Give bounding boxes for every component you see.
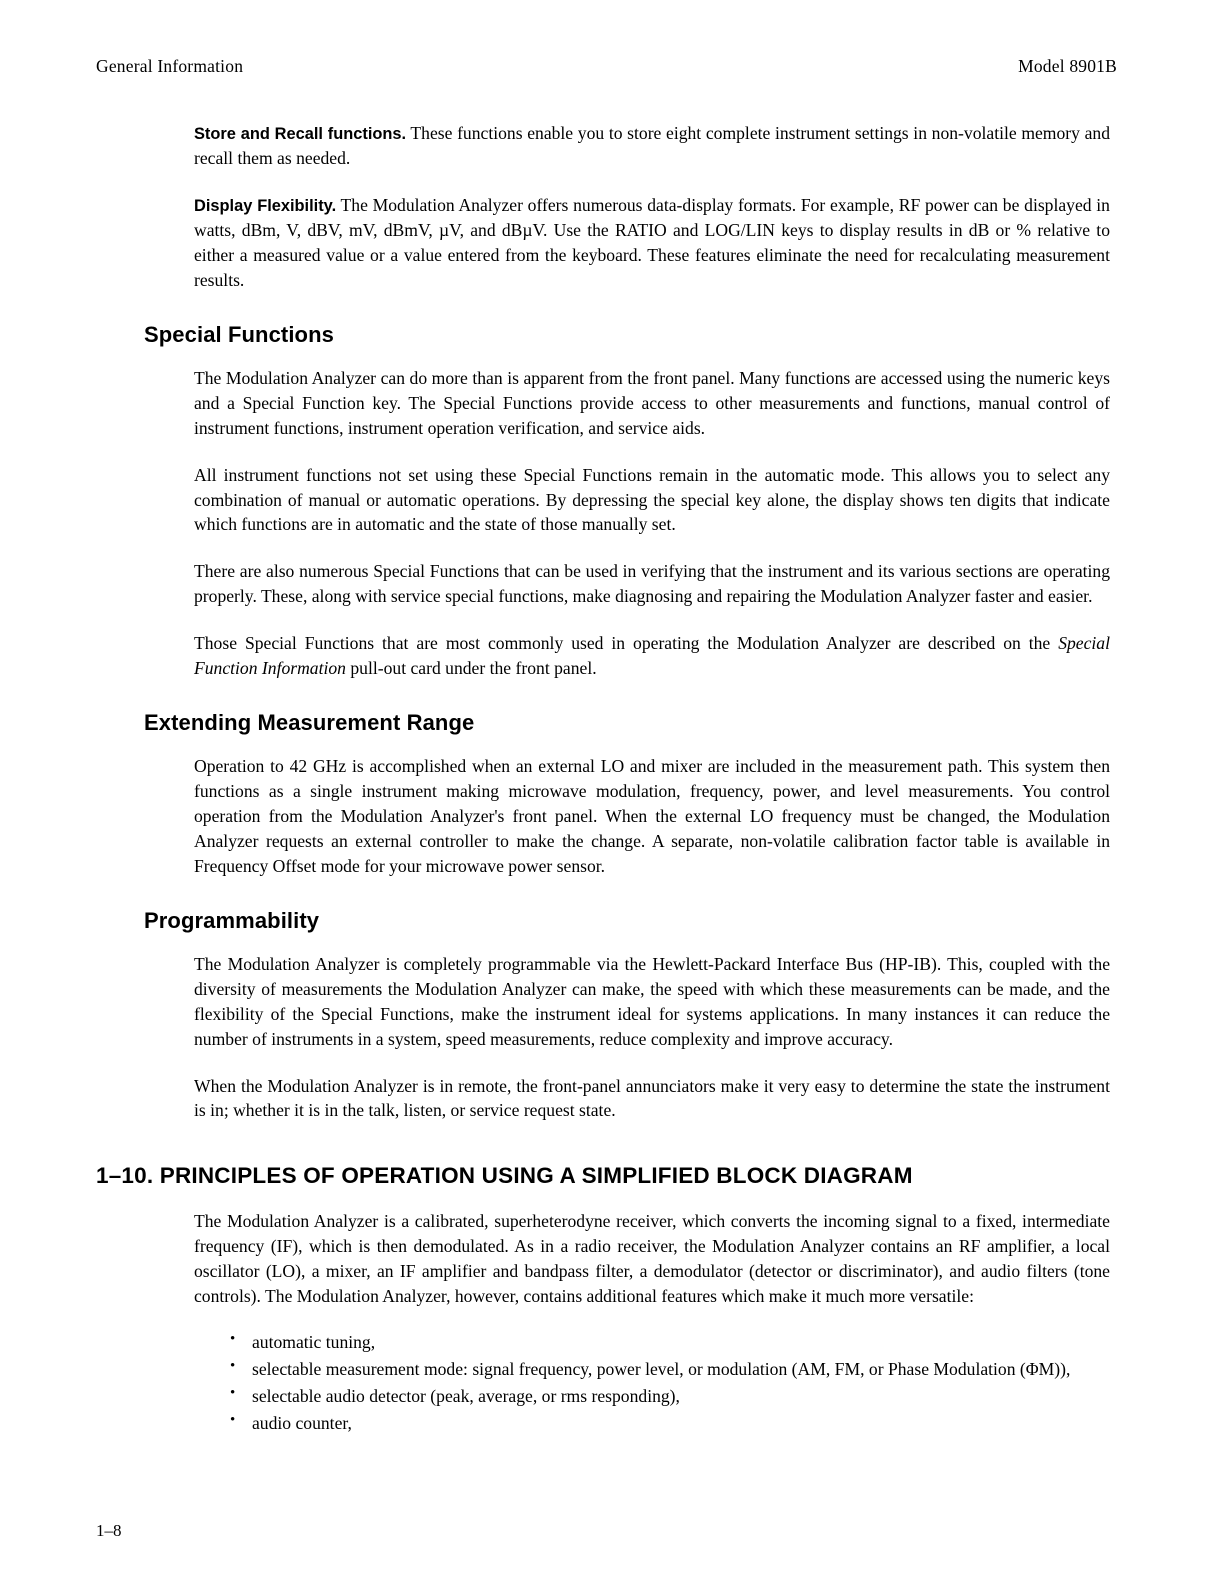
header-chapter-title: General Information [96,56,244,76]
paragraph-programmability-2: When the Modulation Analyzer is in remote, the front-panel annunciators make it very easy to determine the state the instrument is in; whether it is in the talk, listen, or service request state. [194,1075,1110,1121]
page-number: 1–8 [96,1521,122,1540]
paragraph-special-functions-4-before: Those Special Functions that are most commonly used in operating the Modulation Analyzer are described on the [194,632,1059,653]
section-heading-programmability: Programmability [144,908,320,934]
paragraph-special-functions-4-after: pull-out card under the front panel. [345,657,597,678]
paragraph-special-functions-2: All instrument functions not set using these Special Functions remain in the automatic mode. This allows you to select any combination of manual or automatic operations. By depressing the special key alone, the display shows ten digits that indicate which functions are in automatic and the state of those manually set. [194,464,1110,535]
paragraph-special-functions-4 [194,631,1110,681]
paragraph-special-functions-1: The Modulation Analyzer can do more than is apparent from the front panel. Many functions are accessed using the numeric keys and a Special Function key. The Special Functions provide access to other measurements and functions, manual control of instrument functions, instrument operation verification, and service aids. [194,368,1110,439]
paragraph-special-functions-3: There are also numerous Special Functions that can be used in verifying that the instrument and its various sections are operating properly. These, along with service special functions, make diagnosing and repairing the Modulation Analyzer faster and easier. [194,561,1110,607]
list-item: • audio counter, [230,1411,1110,1436]
run-in-heading-store-and-recall: Store and Recall functions. [194,125,407,143]
paragraph-store-and-recall [194,121,1110,171]
header-model-number: Model 8901B [1018,56,1117,76]
paragraph-display-flexibility-text: The Modulation Analyzer offers numerous data-display formats. For example, RF power can be displayed in watts, dBm, V, dBV, mV, dBmV, µV, and dBµV. Use the RATIO and LOG/LIN keys to display results in dB or % relative to either a measured value or a value entered from the keyboard. These features eliminate the need for recalculating measurement results. [194,194,1110,290]
page-header [96,56,1117,77]
italic-title-special-function-information: Special Function Information [194,632,1110,678]
section-heading-extending-measurement-range: Extending Measurement Range [144,710,475,736]
run-in-heading-display-flexibility: Display Flexibility. [194,196,337,215]
paragraph-principles-1: The Modulation Analyzer is a calibrated, superheterodyne receiver, which converts the incoming signal to a fixed, intermediate frequency (IF), which is then demodulated. As in a radio receiver, the Modulation Analyzer contains an RF amplifier, a local oscillator (LO), a mixer, an IF amplifier and bandpass filter, a demodulator (detector or discriminator), and audio filters (tone controls). The Modulation Analyzer, however, contains additional features which make it much more versatile: [194,1211,1110,1306]
feature-bullet-list [194,1330,1110,1435]
list-item: • automatic tuning, [230,1330,1110,1355]
paragraph-programmability-1: The Modulation Analyzer is completely programmable via the Hewlett-Packard Interface Bus (HP-IB). This, coupled with the diversity of measurements the Modulation Analyzer can make, the speed with which these measurements can be made, and the flexibility of the Special Functions, make the instrument ideal for systems applications. In many instances it can reduce the number of instruments in a system, speed measurements, reduce complexity and improve accuracy. [194,954,1110,1049]
body-column [96,121,1111,1436]
section-heading-special-functions: Special Functions [144,322,334,348]
list-item: • selectable audio detector (peak, average, or rms responding), [230,1384,1110,1409]
major-heading-principles-of-operation: 1–10. PRINCIPLES OF OPERATION USING A SIMPLIFIED BLOCK DIAGRAM [96,1163,913,1189]
paragraph-store-and-recall-text: These functions enable you to store eight complete instrument settings in non-volatile memory and recall them as needed. [194,123,1111,169]
paragraph-display-flexibility [194,193,1110,293]
list-item: • selectable measurement mode: signal frequency, power level, or modulation (AM, FM, or Phase Modulation (ΦM)), [230,1357,1110,1382]
paragraph-extending-range-1: Operation to 42 GHz is accomplished when an external LO and mixer are included in the measurement path. This system then functions as a single instrument making microwave modulation, frequency, power, and level measurements. You control operation from the Modulation Analyzer's front panel. When the external LO frequency must be changed, the Modulation Analyzer requests an external controller to make the change. A separate, non-volatile calibration factor table is available in Frequency Offset mode for your microwave power sensor. [194,756,1110,876]
